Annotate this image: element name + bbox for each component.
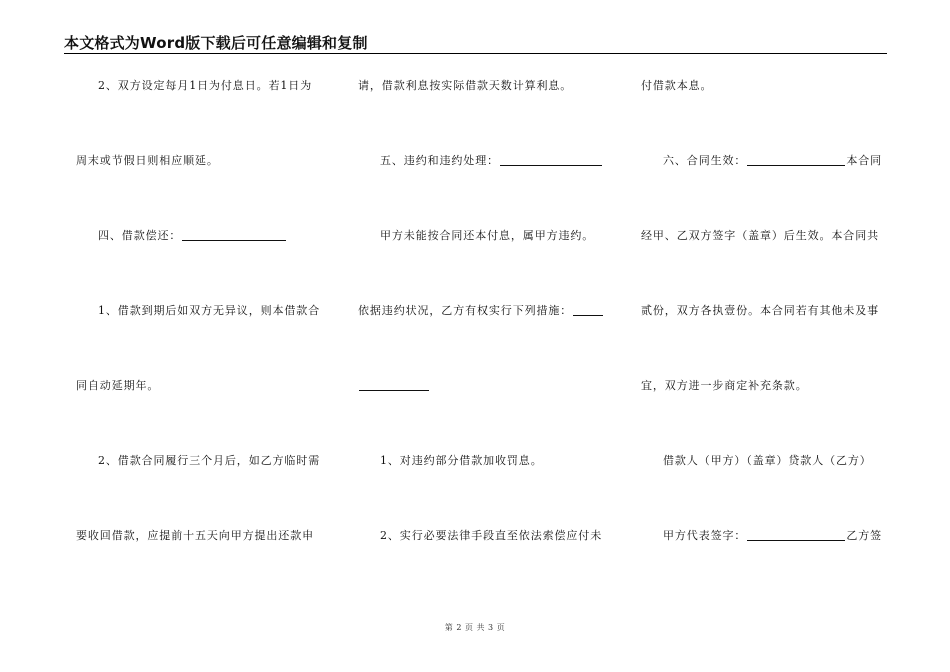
column3-line1: 付借款本息。 [641, 79, 713, 92]
column3-line5: 宜，双方进一步商定补充条款。 [641, 379, 808, 392]
column2-line5 [358, 379, 606, 393]
text-column-1 [76, 0, 324, 672]
column2-line2 [358, 154, 628, 168]
column1-line2: 周末或节假日则相应顺延。 [76, 154, 219, 167]
column3-line6: 借款人（甲方）（盖章）贷款人（乙方） [663, 454, 872, 467]
text-column-3 [641, 0, 889, 672]
column1-line5: 同自动延期年。 [76, 379, 160, 392]
column2-line3: 甲方未能按合同还本付息，属甲方违约。 [380, 229, 595, 242]
effectiveness-heading: 六、合同生效： [663, 154, 747, 167]
column2-line4 [358, 304, 606, 318]
column1-line3 [76, 229, 346, 243]
column2-line1: 请，借款利息按实际借款天数计算利息。 [358, 79, 573, 92]
text-column-2 [358, 0, 606, 672]
repayment-blank-field [182, 229, 286, 241]
column3-line7 [641, 529, 911, 543]
measures-text: 依据违约状况，乙方有权实行下列措施： [358, 304, 573, 317]
column1-line4: 1、借款到期后如双方无异议，则本借款合 [98, 304, 321, 317]
page-footer: 第 2 页 共 3 页 [444, 623, 506, 632]
breach-heading: 五、违约和违约处理： [380, 154, 499, 167]
party-a-signature-label: 甲方代表签字： [663, 529, 747, 542]
column3-line3: 经甲、乙双方签字（盖章）后生效。本合同共 [641, 229, 879, 242]
measures-blank-field [573, 304, 603, 316]
column2-line6: 1、对违约部分借款加收罚息。 [380, 454, 543, 467]
column2-line7: 2、实行必要法律手段直至依法索偿应付未 [380, 529, 603, 542]
party-b-signature-label: 乙方签 [846, 529, 883, 542]
column1-line7: 要收回借款，应提前十五天向甲方提出还款申 [76, 529, 314, 542]
column1-line1: 2、双方设定每月1日为付息日。若1日为 [98, 79, 313, 92]
measures-blank-continuation [359, 379, 429, 391]
column3-line4: 贰份，双方各执壹份。本合同若有其他未及事 [641, 304, 879, 317]
document-header-title: 本文格式为Word版下载后可任意编辑和复制 [64, 34, 368, 52]
effectiveness-blank-field [747, 154, 845, 166]
column1-line6: 2、借款合同履行三个月后，如乙方临时需 [98, 454, 321, 467]
column3-line2 [641, 154, 911, 168]
breach-blank-field [500, 154, 602, 166]
loan-repayment-heading: 四、借款偿还： [98, 229, 182, 242]
party-a-signature-blank [747, 529, 845, 541]
effectiveness-tail: 本合同 [846, 154, 883, 167]
